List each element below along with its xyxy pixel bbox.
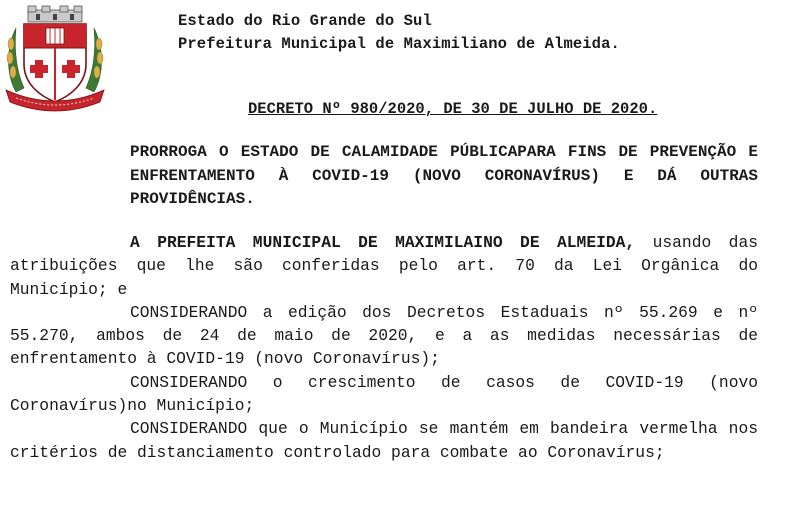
decree-body (10, 231, 758, 464)
state-name: Estado do Rio Grande do Sul (178, 12, 432, 30)
decree-ementa: PRORROGA O ESTADO DE CALAMIDADE PÚBLICAPARA FINS DE PREVENÇÃO E ENFRENTAMENTO À COVID-19 (NOVO CORONAVÍRUS) E DÁ OUTRAS PROVIDÊNCIAS. (130, 143, 758, 208)
prefeitura-name: Prefeitura Municipal de Maximiliano de Almeida. (178, 35, 620, 53)
considerando-paragraph: CONSIDERANDO o crescimento de casos de COVID-19 (novo Coronavírus)no Município; (10, 372, 758, 416)
intro-rest: usando das atribuições que lhe são conferidas pelo art. 70 da Lei Orgânica do Município; e (10, 233, 758, 299)
intro-paragraph (10, 231, 758, 301)
decree-title: DECRETO Nº 980/2020, DE 30 DE JULHO DE 2020. (248, 100, 658, 118)
considerando-paragraph: CONSIDERANDO que o Município se mantém em bandeira vermelha nos critérios de distanciamento controlado para combate ao Coronavírus; (10, 419, 758, 462)
considerando-paragraph: CONSIDERANDO a edição dos Decretos Estaduais nº 55.269 e nº 55.270, ambos de 24 de maio de 2020, e a as medidas necessárias de enfrentamento à COVID-19 (novo Coronavírus); (10, 302, 758, 369)
intro-lead: A PREFEITA MUNICIPAL DE MAXIMILAINO DE ALMEIDA, (130, 233, 636, 252)
municipal-coat-of-arms-icon (2, 4, 108, 112)
